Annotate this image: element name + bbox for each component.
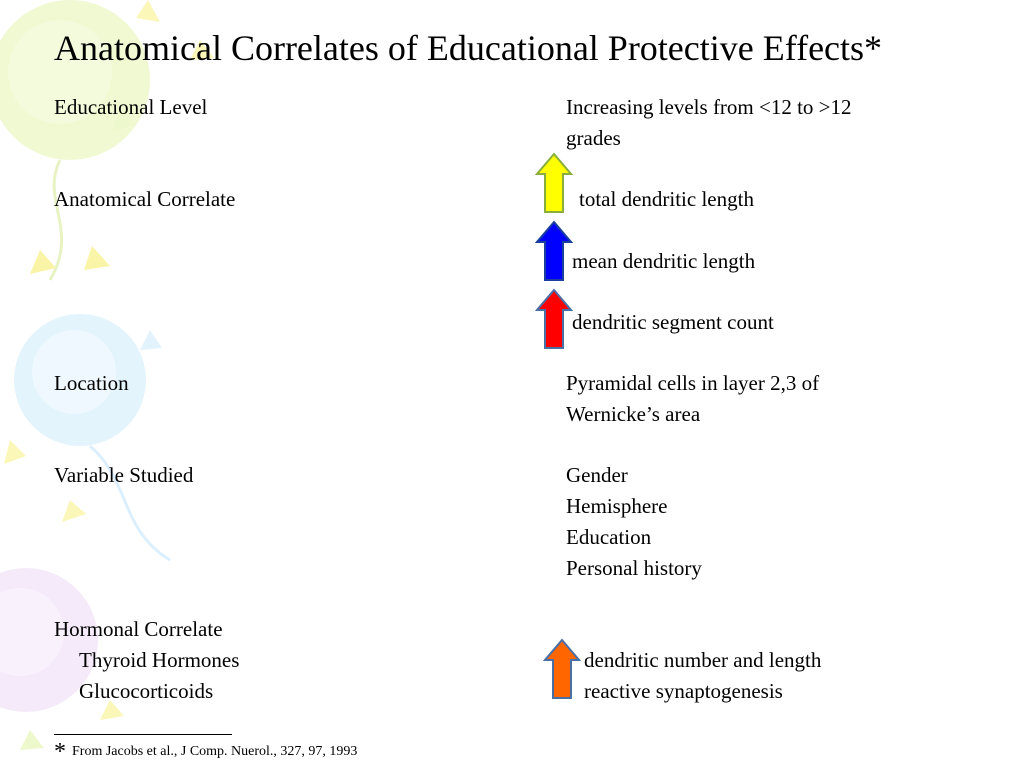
label-educational-level: Educational Level — [54, 95, 208, 119]
label-variable-studied: Variable Studied — [54, 463, 194, 487]
confetti-shape — [62, 500, 86, 522]
label-glucocorticoids: Glucocorticoids — [79, 679, 214, 703]
footnote-star: * — [54, 739, 66, 765]
up-arrow-icon — [543, 638, 581, 700]
footnote — [54, 740, 357, 764]
slide-title: Anatomical Correlates of Educational Protective Effects* — [54, 28, 883, 68]
confetti-shape — [140, 330, 162, 350]
value-location-line2: Wernicke’s area — [566, 402, 701, 426]
variable-hemisphere: Hemisphere — [566, 494, 668, 518]
value-location-line1: Pyramidal cells in layer 2,3 of — [566, 371, 820, 395]
variable-personal-history: Personal history — [566, 556, 702, 580]
label-hormonal-correlate: Hormonal Correlate — [54, 617, 223, 641]
footnote-citation: From Jacobs et al., J Comp. Nuerol., 327, 97, 1993 — [72, 744, 358, 759]
value-educational-level-line2: grades — [566, 126, 621, 150]
footnote-divider — [54, 734, 232, 735]
value-hormonal-line1: dendritic number and length — [584, 648, 822, 672]
confetti-shape — [30, 250, 56, 274]
variable-education: Education — [566, 525, 652, 549]
anatomical-item-dendritic-segment-count: dendritic segment count — [572, 310, 774, 334]
up-arrow-icon — [535, 288, 573, 350]
confetti-shape — [136, 0, 160, 22]
confetti-shape — [4, 440, 26, 464]
up-arrow-icon — [535, 220, 573, 282]
up-arrow-icon — [535, 152, 573, 214]
label-anatomical-correlate: Anatomical Correlate — [54, 187, 236, 211]
label-location: Location — [54, 371, 129, 395]
variable-gender: Gender — [566, 463, 628, 487]
anatomical-item-mean-dendritic-length: mean dendritic length — [572, 249, 756, 273]
value-educational-level-line1: Increasing levels from <12 to >12 — [566, 95, 852, 119]
label-thyroid-hormones: Thyroid Hormones — [79, 648, 240, 672]
confetti-shape — [84, 246, 110, 270]
anatomical-item-total-dendritic-length: total dendritic length — [579, 187, 754, 211]
value-hormonal-line2: reactive synaptogenesis — [584, 679, 783, 703]
confetti-shape — [20, 730, 44, 750]
